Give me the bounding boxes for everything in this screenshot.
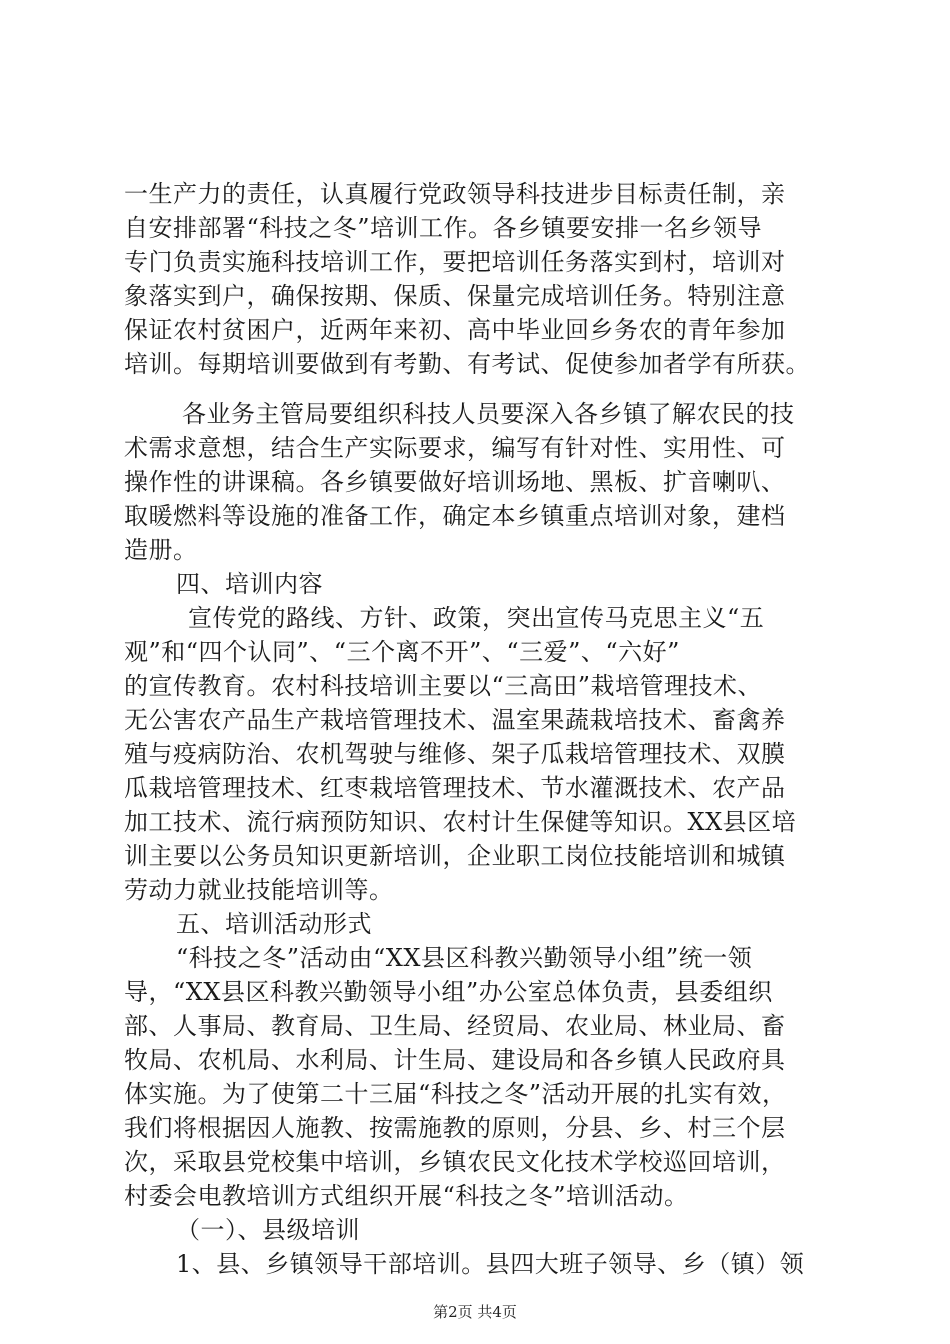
body-text-line: 保证农村贫困户，近两年来初、高中毕业回乡务农的青年参加 — [124, 316, 786, 344]
body-text-line: 各业务主管局要组织科技人员要深入各乡镇了解农民的技 — [182, 400, 795, 428]
body-text-line: 牧局、农机局、水利局、计生局、建设局和各乡镇人民政府具 — [124, 1046, 786, 1074]
body-text-line: 术需求意想，结合生产实际要求，编写有针对性、实用性、可 — [124, 434, 786, 462]
body-text-line: 专门负责实施科技培训工作，要把培训任务落实到村，培训对 — [124, 248, 786, 276]
body-text-line: 一生产力的责任，认真履行党政领导科技进步目标责任制，亲 — [124, 180, 786, 208]
body-text-line: 象落实到户，确保按期、保质、保量完成培训任务。特别注意 — [124, 282, 786, 310]
subsection-heading: （一）、县级培训 — [176, 1216, 360, 1244]
body-text-line: “科技之冬”活动由“XX县区科教兴勤领导小组”统一领 — [176, 944, 753, 972]
section-heading: 四、培训内容 — [176, 570, 323, 598]
body-text-line: 观”和“四个认同”、“三个离不开”、“三爱”、“六好” — [124, 638, 680, 666]
body-text-line: 1、县、乡镇领导干部培训。县四大班子领导、乡（镇）领 — [176, 1250, 805, 1278]
body-text-line: 无公害农产品生产栽培管理技术、温室果蔬栽培技术、畜禽养 — [124, 706, 786, 734]
body-text-line: 操作性的讲课稿。各乡镇要做好培训场地、黑板、扩音喇叭、 — [124, 468, 786, 496]
body-text-line: 村委会电教培训方式组织开展“科技之冬”培训活动。 — [124, 1182, 689, 1210]
body-text-line: 劳动力就业技能培训等。 — [124, 876, 394, 904]
body-text-line: 殖与疫病防治、农机驾驶与维修、架子瓜栽培管理技术、双膜 — [124, 740, 786, 768]
body-text-line: 加工技术、流行病预防知识、农村计生保健等知识。XX县区培 — [124, 808, 797, 836]
body-text-line: 培训。每期培训要做到有考勤、有考试、促使参加者学有所获。 — [124, 350, 810, 378]
page-number-footer: 第2页 共4页 — [433, 1303, 517, 1321]
body-text-line: 瓜栽培管理技术、红枣栽培管理技术、节水灌溉技术、农产品 — [124, 774, 786, 802]
body-text-line: 次，采取县党校集中培训，乡镇农民文化技术学校巡回培训， — [124, 1148, 786, 1176]
body-text-line: 造册。 — [124, 536, 198, 564]
section-heading: 五、培训活动形式 — [176, 910, 372, 938]
body-text-line: 体实施。为了使第二十三届“科技之冬”活动开展的扎实有效， — [124, 1080, 787, 1108]
body-text-line: 自安排部署“科技之冬”培训工作。各乡镇要安排一名乡领导 — [124, 214, 763, 242]
body-text-line: 我们将根据因人施教、按需施教的原则，分县、乡、村三个层 — [124, 1114, 786, 1142]
body-text-line: 部、人事局、教育局、卫生局、经贸局、农业局、林业局、畜 — [124, 1012, 786, 1040]
body-text-line: 取暖燃料等设施的准备工作，确定本乡镇重点培训对象，建档 — [124, 502, 786, 530]
body-text-line: 宣传党的路线、方针、政策，突出宣传马克思主义“五 — [188, 604, 765, 632]
body-text-line: 训主要以公务员知识更新培训，企业职工岗位技能培训和城镇 — [124, 842, 786, 870]
body-text-line: 导，“XX县区科教兴勤领导小组”办公室总体负责，县委组织 — [124, 978, 773, 1006]
body-text-line: 的宣传教育。农村科技培训主要以“三高田”栽培管理技术、 — [124, 672, 763, 700]
